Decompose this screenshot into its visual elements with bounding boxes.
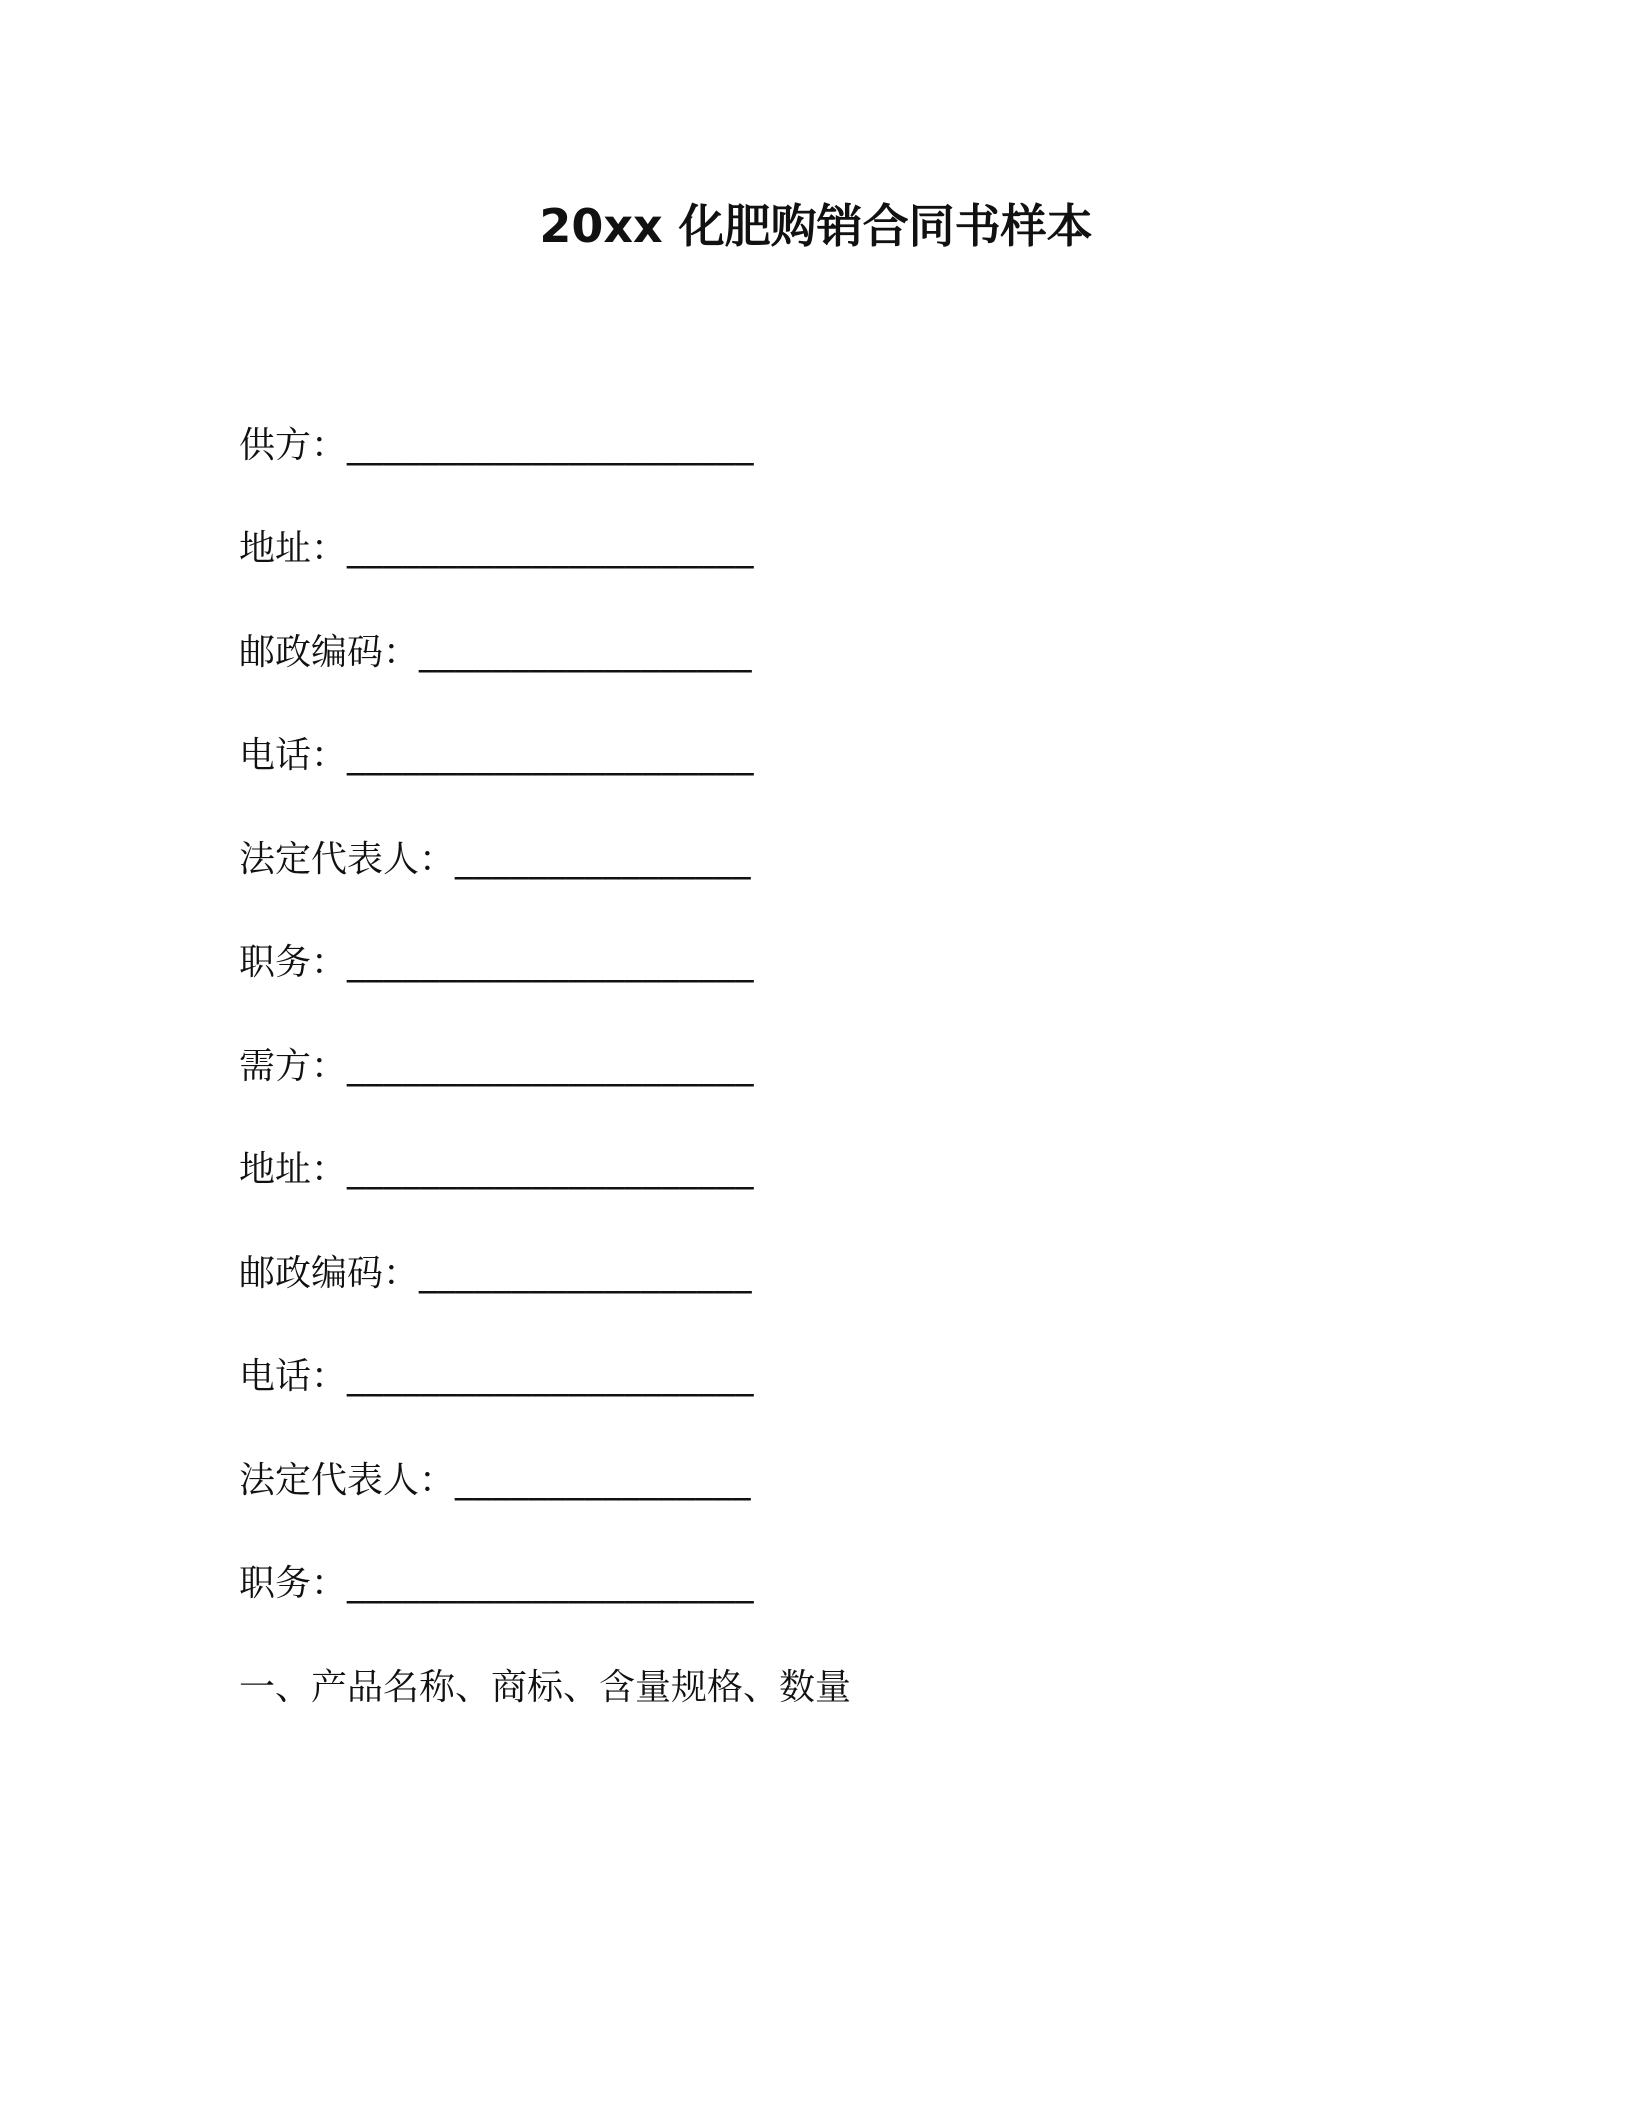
field-blank: ______________________ [347, 942, 755, 983]
field-blank: ______________________ [347, 1356, 755, 1397]
field-blank: ______________________ [347, 1046, 755, 1087]
field-blank: ______________________ [347, 1563, 755, 1604]
field-label: 电话： [239, 735, 348, 776]
field-label: 地址： [239, 528, 348, 569]
field-blank: __________________ [419, 632, 753, 673]
field-label: 邮政编码： [239, 1253, 420, 1294]
field-label: 需方： [239, 1046, 348, 1087]
supplier-postcode-field [239, 627, 752, 679]
supplier-phone-field [239, 730, 754, 782]
field-blank: ______________________ [347, 425, 755, 466]
field-label: 职务： [239, 1563, 348, 1604]
supplier-address-field [239, 523, 754, 575]
field-blank: ______________________ [347, 735, 755, 776]
buyer-title-field [239, 1558, 754, 1610]
field-label: 电话： [239, 1356, 348, 1397]
field-label: 职务： [239, 942, 348, 983]
field-label: 地址： [239, 1149, 348, 1190]
buyer-phone-field [239, 1351, 754, 1403]
document-title: 20xx 化肥购销合同书样本 [539, 199, 1093, 253]
field-blank: ________________ [455, 839, 752, 880]
field-blank: __________________ [419, 1253, 753, 1294]
field-blank: ________________ [455, 1460, 752, 1501]
buyer-legal-rep-field [239, 1455, 751, 1507]
field-label: 法定代表人： [239, 1460, 456, 1501]
field-blank: ______________________ [347, 528, 755, 569]
supplier-title-field [239, 937, 754, 989]
field-blank: ______________________ [347, 1149, 755, 1190]
supplier-field [239, 420, 754, 472]
field-label: 供方： [239, 425, 348, 466]
section-heading-1: 一、产品名称、商标、含量规格、数量 [239, 1667, 852, 1708]
supplier-legal-rep-field [239, 834, 751, 886]
buyer-field [239, 1041, 754, 1093]
buyer-address-field [239, 1144, 754, 1196]
buyer-postcode-field [239, 1248, 752, 1300]
field-label: 法定代表人： [239, 839, 456, 880]
field-label: 邮政编码： [239, 632, 420, 673]
